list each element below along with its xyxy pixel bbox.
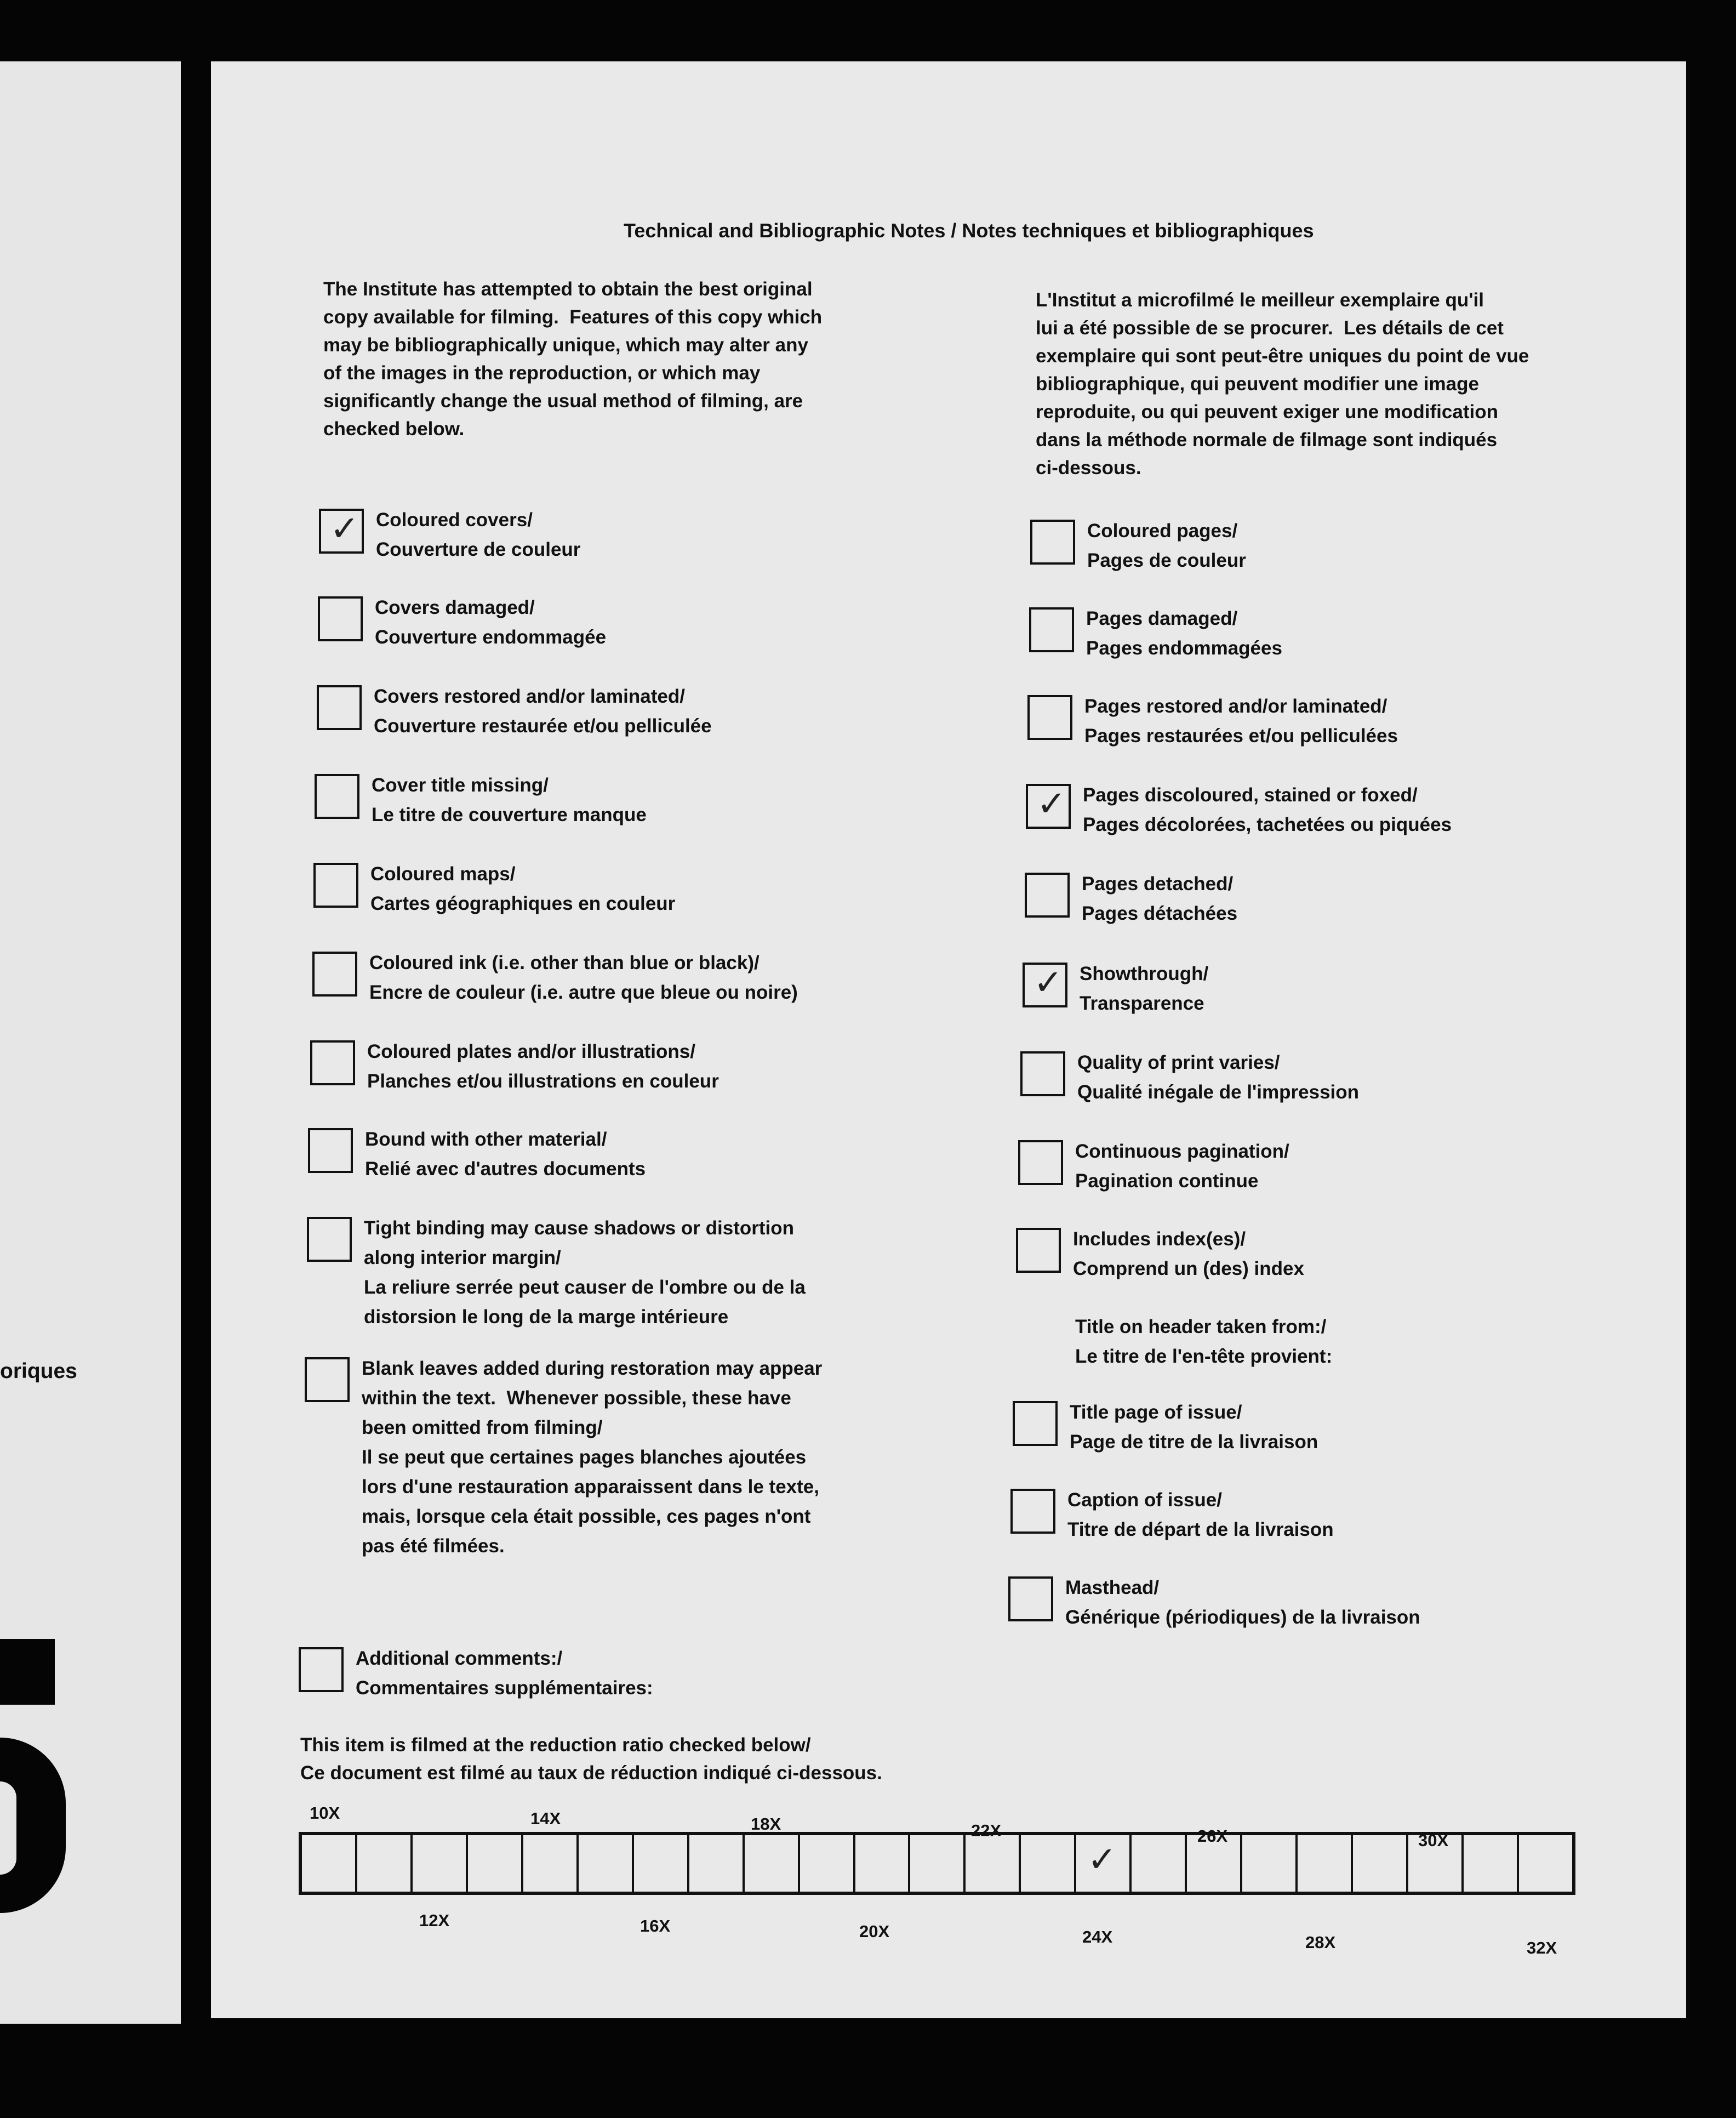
header-note: Title on header taken from:/ Le titre de l'en-tête provient:	[1075, 1316, 1333, 1367]
ratio-cell[interactable]	[966, 1835, 1021, 1892]
checkbox-label: Blank leaves added during restoration may appear within the text. Whenever possible, these have been omitted from filming/ Il se peut que certaines pages blanches ajoutées lors d'une restauration apparaissent dans le texte, mais, lorsque cela était possible, ces pages n'ont pas été filmées.	[362, 1358, 823, 1557]
checkbox[interactable]	[317, 685, 362, 730]
ratio-cell[interactable]	[413, 1835, 468, 1892]
checkbox-label: Showthrough/ Transparence	[1080, 963, 1209, 1014]
check-mark-icon: ✓	[330, 509, 359, 549]
ratio-label-bottom: 20X	[859, 1922, 890, 1941]
check-mark-icon: ✓	[1033, 963, 1063, 1003]
ratio-cell[interactable]	[1298, 1835, 1353, 1892]
checkbox-label: Coloured pages/ Pages de couleur	[1087, 520, 1246, 571]
checkbox[interactable]	[312, 952, 357, 997]
checkbox[interactable]	[1027, 695, 1072, 740]
checkbox-label: Covers restored and/or laminated/ Couverture restaurée et/ou pelliculée	[374, 686, 712, 737]
checkbox[interactable]	[305, 1357, 350, 1402]
ratio-cell[interactable]	[523, 1835, 579, 1892]
checkbox[interactable]	[307, 1217, 352, 1262]
ratio-label-top: 26X	[1197, 1826, 1228, 1846]
checkbox[interactable]	[1018, 1140, 1063, 1185]
checkbox-label: Pages discoloured, stained or foxed/ Pages décolorées, tachetées ou piquées	[1083, 784, 1452, 835]
checkbox[interactable]	[1016, 1228, 1061, 1273]
ratio-cell[interactable]	[357, 1835, 413, 1892]
ratio-cell[interactable]	[1464, 1835, 1519, 1892]
checkbox-label: Masthead/ Générique (périodiques) de la livraison	[1065, 1577, 1420, 1628]
page-title: Technical and Bibliographic Notes / Notes techniques et bibliographiques	[624, 219, 1314, 242]
adjacent-page-block-mark	[0, 1639, 55, 1705]
ratio-label-top: 14X	[530, 1809, 561, 1828]
ratio-cell[interactable]	[1132, 1835, 1187, 1892]
ratio-label-top: 18X	[751, 1814, 781, 1834]
intro-english: The Institute has attempted to obtain the best original copy available for filming. Features of this copy which may be bibliographically unique, which may alter any of the images in the reproduction, or which may significantly change the usual method of filming, are checked below.	[323, 278, 823, 440]
ratio-cell[interactable]	[1076, 1835, 1132, 1892]
ratio-cell[interactable]	[1353, 1835, 1408, 1892]
ratio-cell[interactable]	[800, 1835, 855, 1892]
ratio-cell[interactable]	[745, 1835, 800, 1892]
ratio-cell[interactable]	[302, 1835, 357, 1892]
checkbox[interactable]	[318, 596, 363, 641]
checkbox-label: Pages restored and/or laminated/ Pages restaurées et/ou pelliculées	[1084, 696, 1398, 747]
ratio-cell[interactable]	[1242, 1835, 1298, 1892]
checkbox-label: Tight binding may cause shadows or distortion along interior margin/ La reliure serrée peut causer de l'ombre ou de la distorsion le long de la marge intérieure	[364, 1217, 806, 1328]
check-mark-icon: ✓	[1037, 784, 1066, 824]
checkbox-label: Coloured covers/ Couverture de couleur	[376, 509, 581, 560]
checkbox-label: Coloured ink (i.e. other than blue or black)/ Encre de couleur (i.e. autre que bleue ou noire)	[369, 952, 798, 1003]
checkbox[interactable]	[1029, 607, 1074, 652]
checkbox-label: Additional comments:/ Commentaires supplémentaires:	[356, 1648, 653, 1699]
checkbox[interactable]	[1010, 1489, 1055, 1534]
ratio-cell[interactable]	[689, 1835, 745, 1892]
checkbox[interactable]	[1013, 1401, 1058, 1446]
ratio-label-bottom: 32X	[1527, 1938, 1557, 1957]
ratio-cell[interactable]	[634, 1835, 689, 1892]
checkbox-label: Pages damaged/ Pages endommagées	[1086, 608, 1282, 659]
reduction-ratio-text: This item is filmed at the reduction ratio checked below/ Ce document est filmé au taux de réduction indiqué ci-dessous.	[300, 1734, 882, 1784]
check-mark-icon: ✓	[1087, 1840, 1117, 1880]
ratio-cell[interactable]	[910, 1835, 966, 1892]
ratio-cell[interactable]	[855, 1835, 911, 1892]
checkbox[interactable]	[313, 863, 358, 908]
checkbox[interactable]	[1023, 963, 1067, 1007]
checkbox-label: Coloured maps/ Cartes géographiques en couleur	[370, 863, 676, 914]
checkbox-label: Quality of print varies/ Qualité inégale de l'impression	[1077, 1052, 1360, 1103]
ratio-cell[interactable]	[579, 1835, 634, 1892]
checkbox[interactable]	[319, 509, 364, 554]
intro-french: L'Institut a microfilmé le meilleur exemplaire qu'il lui a été possible de se procurer. Les détails de cet exemplaire qui sont peut-être uniques du point de vue bibliographique, qui peuvent modifier une image reproduite, ou qui peuvent exiger une modification dans la méthode normale de filmage sont indiqués ci-dessous.	[1036, 289, 1529, 479]
checkbox-label: Coloured plates and/or illustrations/ Planches et/ou illustrations en couleur	[367, 1041, 719, 1092]
checkbox-label: Cover title missing/ Le titre de couverture manque	[372, 775, 647, 825]
ratio-label-top: 30X	[1418, 1831, 1449, 1850]
ratio-cell[interactable]	[1519, 1835, 1572, 1892]
reduction-ratio-strip	[299, 1832, 1575, 1895]
adjacent-page	[0, 61, 181, 2024]
checkbox[interactable]	[310, 1040, 355, 1085]
ratio-cell[interactable]	[468, 1835, 523, 1892]
checkbox-label: Title page of issue/ Page de titre de la livraison	[1070, 1402, 1318, 1453]
checkbox-label: Continuous pagination/ Pagination continue	[1075, 1141, 1289, 1192]
adjacent-page-text: oriques	[0, 1359, 77, 1383]
checkbox[interactable]	[1008, 1576, 1053, 1621]
checkbox[interactable]	[308, 1128, 353, 1173]
checkbox[interactable]	[299, 1647, 344, 1692]
checkbox-label: Bound with other material/ Relié avec d'autres documents	[365, 1129, 646, 1180]
ratio-label-bottom: 28X	[1305, 1933, 1336, 1952]
checkbox-label: Includes index(es)/ Comprend un (des) index	[1073, 1228, 1304, 1279]
checkbox[interactable]	[1020, 1051, 1065, 1096]
checkbox[interactable]	[1030, 520, 1075, 565]
checkbox[interactable]	[1026, 784, 1071, 829]
ratio-label-bottom: 12X	[419, 1911, 450, 1930]
checkbox[interactable]	[315, 774, 359, 819]
ratio-label-top: 22X	[971, 1821, 1002, 1840]
checkbox-label: Pages detached/ Pages détachées	[1082, 873, 1238, 924]
checkbox[interactable]	[1025, 873, 1070, 918]
ratio-cell[interactable]	[1021, 1835, 1076, 1892]
checkbox-label: Caption of issue/ Titre de départ de la livraison	[1067, 1489, 1334, 1540]
ratio-label-bottom: 16X	[640, 1916, 671, 1935]
ratio-label-top: 10X	[310, 1803, 340, 1823]
checkbox-label: Covers damaged/ Couverture endommagée	[375, 597, 607, 648]
ratio-label-bottom: 24X	[1082, 1927, 1113, 1946]
